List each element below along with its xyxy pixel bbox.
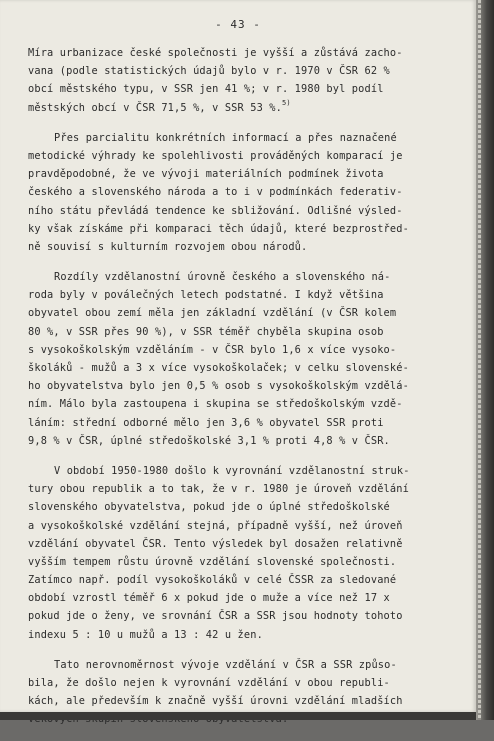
text-line: obyvatel obou zemí měla jen základní vzdělání (v ČSR kolem xyxy=(28,307,397,320)
text-line: českého a slovenského národa a to i v podmínkách federativ- xyxy=(28,186,403,199)
text-line: kách, ale především k značně vyšší úrovni vzdělání mladších xyxy=(28,695,403,708)
text-line: pravděpodobné, že ve vývoji materiálních podmínek života xyxy=(28,168,384,181)
text-line: Míra urbanizace české společnosti je vyšší a zůstává zacho- xyxy=(28,47,403,59)
text-line: ho obyvatelstva bylo jen 0,5 % osob s vysokoškolským vzdělá- xyxy=(28,380,409,393)
text-line: školáků - mužů a 3 x více vysokoškolaček; v celku slovenské- xyxy=(28,362,409,374)
bottom-edge-shadow xyxy=(0,712,476,720)
text-line: obcí městského typu, v SSR jen 41 %; v r. 1980 byl podíl xyxy=(28,83,384,96)
text-line: Tato nerovnoměrnost vývoje vzdělání v ČSR a SSR způso- xyxy=(54,658,397,671)
text-line: s vysokoškolským vzděláním - v ČSR bylo 1,6 x více vysoko- xyxy=(28,343,397,356)
page-number: - 43 - xyxy=(215,18,261,31)
text-line: městských obcí v ČSR 71,5 %, v SSR 53 %. xyxy=(28,101,282,114)
text-line: tury obou republik a to tak, že v r. 1980 je úroveň vzdělání xyxy=(28,483,409,496)
footnote-marker: 5) xyxy=(281,99,291,108)
text-line: ním. Málo byla zastoupena i skupina se středoškolským vzdě- xyxy=(28,398,403,411)
text-line: láním: střední odborné mělo jen 3,6 % obyvatel SSR proti xyxy=(28,416,384,429)
text-line: roda byly v poválečných letech podstatné. I když většina xyxy=(28,289,384,302)
text-line: ního státu převládá tendence ke sbližování. Odlišné výsled- xyxy=(28,204,403,217)
text-line: V období 1950-1980 došlo k vyrovnání vzdělanostní struk- xyxy=(54,464,410,477)
page-edge-shadow xyxy=(476,0,494,720)
text-line: Rozdíly vzdělanostní úrovně českého a slovenského ná- xyxy=(54,271,391,284)
text-line: slovenského obyvatelstva, pokud jde o úplné středoškolské xyxy=(28,501,390,514)
paragraph xyxy=(28,268,468,450)
text-line: ky však získáme při komparaci těch údajů, které bezprostřed- xyxy=(28,222,409,235)
text-line: bila, že došlo nejen k vyrovnání vzdělání v obou republi- xyxy=(28,677,390,689)
paragraph xyxy=(28,129,468,256)
text-line: vana (podle statistických údajů bylo v r. 1970 v ČSR 62 % xyxy=(28,65,390,78)
text-line: vzdělání obyvatel ČSR. Tento výsledek byl dosažen relativně xyxy=(28,537,403,550)
text-line: vyšším tempem růstu úrovně vzdělání slovenské společnosti. xyxy=(28,555,397,568)
body-text xyxy=(28,44,468,741)
text-line-with-footnote xyxy=(28,99,468,117)
text-line: Přes parcialitu konkrétních informací a přes naznačené xyxy=(54,131,397,144)
text-line: 80 %, v SSR přes 90 %), v SSR téměř chyběla skupina osob xyxy=(28,325,384,338)
text-line: a vysokoškolské vzdělání stejná, případně vyšší, než úroveň xyxy=(28,519,403,532)
paragraph xyxy=(28,462,468,644)
text-line: ně souvisí s kulturním rozvojem obou národů. xyxy=(28,240,308,253)
text-line: metodické výhrady ke spolehlivosti prováděných komparací je xyxy=(28,149,403,162)
text-line: pokud jde o ženy, ve srovnání ČSR a SSR jsou hodnoty tohoto xyxy=(28,610,403,623)
paragraph xyxy=(28,44,468,117)
text-line: období vzrostl téměř 6 x pokud jde o muže a více než 17 x xyxy=(28,592,390,605)
text-line: Zatímco např. podíl vysokoškoláků v celé ČSSR za sledované xyxy=(28,574,397,587)
text-line: indexu 5 : 10 u mužů a 13 : 42 u žen. xyxy=(28,628,263,641)
text-line: 9,8 % v ČSR, úplné středoškolské 3,1 % proti 4,8 % v ČSR. xyxy=(28,434,390,447)
